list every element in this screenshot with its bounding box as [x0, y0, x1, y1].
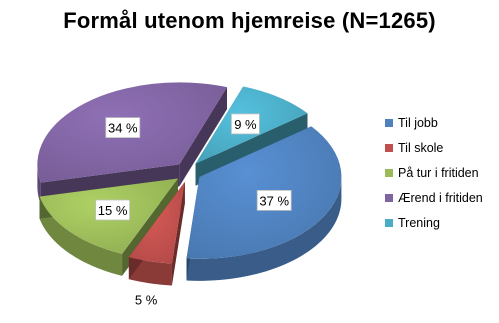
legend-label: Ærend i fritiden: [398, 191, 483, 205]
legend-swatch: [385, 219, 393, 227]
data-label: 9 %: [234, 116, 257, 132]
legend-label: Til jobb: [398, 116, 438, 130]
data-label: 5 %: [134, 292, 158, 308]
legend-label: Trening: [398, 216, 440, 230]
data-label: 15 %: [97, 203, 128, 218]
legend-swatch: [385, 144, 393, 152]
data-label: 34 %: [107, 120, 138, 136]
legend-swatch: [385, 194, 393, 202]
data-label: 37 %: [259, 193, 290, 209]
legend-label: Til skole: [398, 141, 444, 155]
legend-label: På tur i fritiden: [398, 166, 479, 180]
legend-swatch: [385, 119, 393, 127]
chart-title: Formål utenom hjemreise (N=1265): [63, 8, 436, 33]
legend-swatch: [385, 169, 393, 177]
